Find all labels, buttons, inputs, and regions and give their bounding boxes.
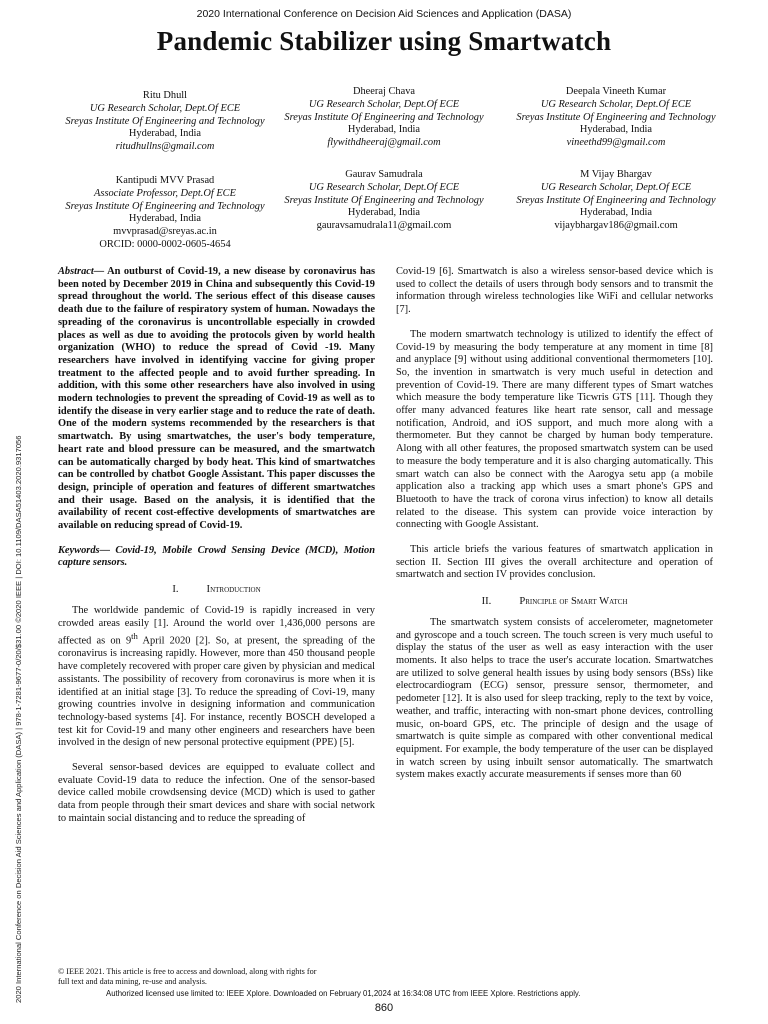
right-column — [396, 266, 713, 782]
author-block — [511, 169, 721, 233]
paper-title: Pandemic Stabilizer using Smartwatch — [156, 26, 612, 56]
author-name: Kantipudi MVV Prasad — [115, 175, 215, 186]
abstract-text: An outburst of Covid-19, a new disease by coronavirus has been noted by December 2019 in China and subsequently this Covid-19 spread throughout the world. The serious effect of this disease causes death due to the failure of respiratory system of human. Nowadays the spreading of the coronavirus is uncontrollable especially in crowded places as well as due to avoiding the protocols given by world health organization (WHO) to reduce the spread of Covid -19. Many researchers have involved in identifying vaccine for giving proper treatment to the affected people and to avoid further spreading. In addition, with this some other researchers have also involved in using modern technologies to prevent the spreading of Covid-19 as well as to identify the disease in very earlier stage and to reduce the rate of death. One of the modern systems recommended by the researchers is that smartwatch. By using smartwatches, the user's body temperature, heart rate and blood pressure can be measured, and the smartwatch can be automatically charged by body heat. This kind of smartwatches can be controlled by chatbot Google Assistant. This paper discusses the design, principle of operation and features of different smartwatches and their usage. Based on the analysis, it is identified that the availability of recent cost-effective developments of smartwatches are available on reducing spread of Covid-19. — [58, 266, 375, 532]
intro-superscript: th — [131, 631, 138, 642]
right-paragraph-2: The modern smartwatch technology is utilized to identify the effect of Covid-19 by measuring the body temperature at any moment in time [8] and anyplace [9] without using additional conventional thermometers [10]. So, the invention in smartwatch is very much useful in detection and prevention of Covid-19. There are many different types of Smart watches which measure the body temperature like Ticwris GTS [11]. Though they offer many advanced features like heart rate sensor, call and message notification, Android, and iOS support, and much more along with a thermometer. But they cannot be charged by human body temperature. Along with all other features, the proposed smartwatch system can be used to measure the body temperature and it is also charging automatically. This smart watch can also be connect with the Aarogya setu app (a mobile application also a tracking app which uses a smart phone's GPS and Bluetooth to have the track of corona virus infection) to know all details related to the disease. This system can provide voice interaction by connecting with Google Assistant. — [396, 328, 713, 531]
author-institute: Sreyas Institute Of Engineering and Technology — [284, 111, 484, 123]
author-name: Dheeraj Chava — [352, 86, 416, 97]
keywords: Keywords— Covid-19, Mobile Crowd Sensing Device (MCD), Motion capture sensors. — [58, 544, 375, 569]
author-location: Hyderabad, India — [128, 213, 202, 225]
author-orcid: ORCID: 0000-0002-0605-4654 — [99, 238, 231, 250]
author-role: UG Research Scholar, Dept.Of ECE — [540, 98, 692, 110]
author-name: M Vijay Bhargav — [580, 169, 652, 180]
author-email: vijaybhargav186@gmail.com — [554, 220, 678, 232]
author-email: mvvprasad@sreyas.ac.in — [113, 226, 217, 238]
author-role: UG Research Scholar, Dept.Of ECE — [308, 181, 460, 193]
author-block — [511, 86, 721, 150]
principle-paragraph: The smartwatch system consists of accelerometer, magnetometer and gyroscope and a touch screen. The touch screen is very much useful to display the status of the user as well as easy interaction with the user moments. It also helps to trace the user's accurate location. Smartwatches are utilized to solve general health issues by using body sensors (BSs) like electrocardiogram (ECG) sensor, pressure sensor, thermometer, and pedometer [12]. It is also used for sleep tracking, reply to the text by voice, weather, and traffic, interacting with non-smart phone devices, controlling music, on-board GPS, etc. The principle of design and the usage of smartwatch is quite simple as compared with other conventional medical equipment. For example, the body temperature of the user can be displayed in watch screen by using inbuilt sensor automatically. The smartwatch system makes exactly accurate measurements if senses more than 60 — [396, 616, 713, 781]
abstract-label: Abstract— — [58, 266, 105, 277]
author-location: Hyderabad, India — [128, 128, 202, 140]
conference-header: 2020 International Conference on Decision Aid Sciences and Application (DASA) — [196, 8, 572, 20]
abstract — [58, 266, 375, 533]
side-doi-text: 2020 International Conference on Decision Aid Sciences and Application (DASA) | 978-1-7281-9677-0/20/$31.00 ©2020 IEEE | DOI: 10.1109/DASA51403.2020.9317056 — [14, 435, 23, 1003]
author-name: Gaurav Samudrala — [345, 169, 423, 180]
author-role: UG Research Scholar, Dept.Of ECE — [89, 102, 241, 114]
license-line: Authorized licensed use limited to: IEEE Xplore. Downloaded on February 01,2024 at 16:34:08 UTC from IEEE Xplore. Restrictions apply. — [106, 989, 581, 998]
author-email: gauravsamudrala11@gmail.com — [316, 220, 452, 232]
author-block — [279, 86, 489, 150]
intro-paragraph-2: Several sensor-based devices are equipped to evaluate collect and evaluate Covid-19 data to reduce the infection. One of the sensor-based device called mobile crowdsensing device (MCD) which is used to gather data from people through their smart devices and share with social network to maintain social distancing and to reduce the spreading of — [58, 762, 375, 824]
section-number: II. — [481, 596, 492, 608]
author-role: UG Research Scholar, Dept.Of ECE — [540, 181, 692, 193]
author-name: Deepala Vineeth Kumar — [565, 86, 667, 97]
author-institute: Sreyas Institute Of Engineering and Technology — [65, 200, 265, 212]
page-number: 860 — [374, 1002, 394, 1014]
intro-text-b: April 2020 [2]. So, at present, the spreading of the coronavirus is increasing rapidly. However, more than 450 thousand people have completely recovered with proper care given by physician and medical assistants. The possibility of recovery from coronavirus is more when it is identified at an initial stage [3]. To reduce the spreading of Covi-19, many growing countries involve in designing information and communication technology-based systems [4]. For instance, recently BOSCH developed a test kit for Covid-19 and many other engineers and researchers have been involved in the design of new personal protective equipment (PPE) [5]. — [58, 635, 375, 749]
author-block — [60, 175, 270, 252]
intro-text-a: The worldwide pandemic of Covid-19 is rapidly increased in very crowded areas easily [1]. Around the world over 1,436,000 persons are affected as on 9 — [58, 604, 375, 647]
author-location: Hyderabad, India — [347, 207, 421, 219]
intro-paragraph — [58, 605, 375, 750]
author-location: Hyderabad, India — [579, 124, 653, 136]
section-title: Introduction — [206, 584, 261, 596]
author-location: Hyderabad, India — [347, 124, 421, 136]
author-role: Associate Professor, Dept.Of ECE — [94, 187, 236, 199]
author-block — [279, 169, 489, 233]
author-block — [60, 90, 270, 154]
right-paragraph-3: This article briefs the various features of smartwatch application in section II. Section III gives the overall architecture and operation of smartwatch and section IV provides conclusion. — [396, 544, 713, 581]
author-email: ritudhullns@gmail.com — [115, 141, 215, 153]
author-location: Hyderabad, India — [579, 207, 653, 219]
section-heading-introduction — [58, 584, 375, 597]
author-institute: Sreyas Institute Of Engineering and Technology — [65, 115, 265, 127]
author-email: flywithdheeraj@gmail.com — [327, 137, 441, 149]
author-name: Ritu Dhull — [142, 90, 188, 101]
copyright-note: © IEEE 2021. This article is free to access and download, along with rights for full text and data mining, re-use and analysis. — [58, 967, 317, 986]
right-paragraph-1: Covid-19 [6]. Smartwatch is also a wireless sensor-based device which is used to collect the details of users through body sensors and to transmit the information through wireless technologies like WiFi and cellular networks [7]. — [396, 266, 713, 316]
author-institute: Sreyas Institute Of Engineering and Technology — [516, 111, 716, 123]
left-column — [58, 266, 375, 826]
author-institute: Sreyas Institute Of Engineering and Technology — [516, 194, 716, 206]
author-email: vineethd99@gmail.com — [566, 137, 666, 149]
author-role: UG Research Scholar, Dept.Of ECE — [308, 98, 460, 110]
section-heading-principle — [396, 596, 713, 609]
author-institute: Sreyas Institute Of Engineering and Technology — [284, 194, 484, 206]
section-title: Principle of Smart Watch — [519, 596, 628, 608]
section-number: I. — [172, 584, 179, 596]
